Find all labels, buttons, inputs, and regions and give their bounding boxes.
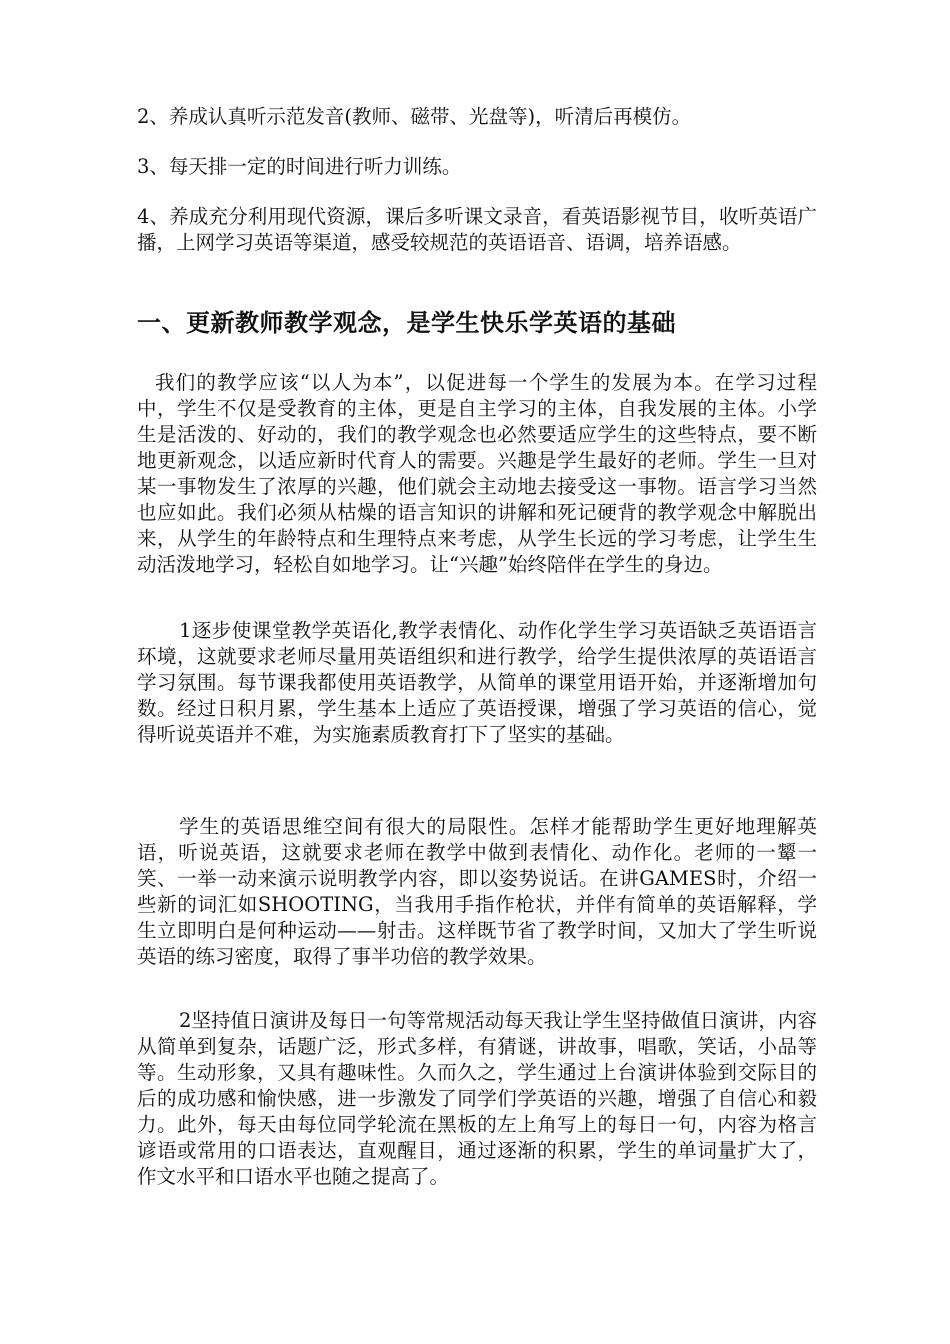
paragraph-teaching-concept: 我们的教学应该“以人为本”，以促进每一个学生的发展为本。在学习过程中，学生不仅是受教育的主体，更是自主学习的主体，自我发展的主体。小学生是活泼的、好动的，我们的教学观念也必然要适应学生的这些特点，要不断地更新观念，以适应新时代育人的需要。兴趣是学生最好的老师。学生一旦对某一事物发生了浓厚的兴趣，他们就会主动地去接受这一事物。语言学习当然也应如此。我们必须从枯燥的语言知识的讲解和死记硬背的教学观念中解脱出来，从学生的年龄特点和生理特点来考虑，从学生长远的学习考虑，让学生生动活泼地学习，轻松自如地学习。让“兴趣”始终陪伴在学生的身边。 [137,371,817,576]
paragraph-daily-speech: 2坚持值日演讲及每日一句等常规活动每天我让学生坚持做值日演讲，内容从简单到复杂，话题广泛，形式多样，有猜谜，讲故事，唱歌，笑话，小品等等。生动形象，又具有趣味性。久而久之，学生通过上台演讲体验到交际目的后的成功感和愉快感，进一步激发了同学们学英语的兴趣，增强了自信心和毅力。此外，每天由每位同学轮流在黑板的左上角写上的每日一句，内容为格言谚语或常用的口语表达，直观醒目，通过逐渐的积累，学生的单词量扩大了，作文水平和口语水平也随之提高了。 [137,1009,817,1188]
section-heading: 一、更新教师教学观念，是学生快乐学英语的基础 [137,309,676,337]
list-item-listen-model: 2、养成认真听示范发音(教师、磁带、光盘等)，听清后再模仿。 [137,105,692,128]
paragraph-english-classroom: 1逐步使课堂教学英语化,教学表情化、动作化学生学习英语缺乏英语语言环境，这就要求老师尽量用英语组织和进行教学，给学生提供浓厚的英语语言学习氛围。每节课我都使用英语教学，从简单的课堂用语开始，并逐渐增加句数。经过日积月累，学生基本上适应了英语授课，增强了学习英语的信心，觉得听说英语并不难，为实施素质教育打下了坚实的基础。 [137,619,817,746]
paragraph-expression-action: 学生的英语思维空间有很大的局限性。怎样才能帮助学生更好地理解英语，听说英语，这就要求老师在教学中做到表情化、动作化。老师的一颦一笑、一举一动来演示说明教学内容，即以姿势说话。在讲GAMES时，介绍一些新的词汇如SHOOTING，当我用手指作枪状，并伴有简单的英语解释，学生立即明白是何种运动——射击。这样既节省了教学时间，又加大了学生听说英语的练习密度，取得了事半功倍的教学效果。 [137,815,817,968]
list-item-daily-listening: 3、每天排一定的时间进行听力训练。 [137,155,462,178]
list-item-modern-resources: 4、养成充分利用现代资源，课后多听课文录音，看英语影视节目，收听英语广播，上网学习英语等渠道，感受较规范的英语语音、语调，培养语感。 [137,205,817,254]
